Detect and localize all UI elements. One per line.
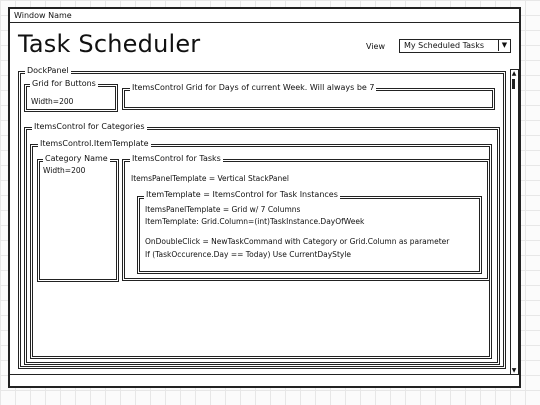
horizontal-scrollbar[interactable] xyxy=(10,374,519,386)
vertical-scrollbar[interactable] xyxy=(510,69,519,376)
grid-for-days-label: ItemsControl Grid for Days of current Week. Will always be 7 xyxy=(132,83,375,92)
scroll-down-icon[interactable]: ▼ xyxy=(511,367,517,374)
items-control-tasks-label: ItemsControl for Tasks xyxy=(132,154,221,163)
grid-for-buttons-label: Grid for Buttons xyxy=(32,79,96,88)
category-name-label: Category Name xyxy=(45,154,108,163)
task-instances-line-2: ItemTemplate: Grid.Column=(int)TaskInstance.DayOfWeek xyxy=(145,217,365,226)
item-template-label: ItemsControl.ItemTemplate xyxy=(40,139,149,148)
title-bar xyxy=(10,9,519,23)
view-select[interactable] xyxy=(399,39,511,53)
dock-panel-label: DockPanel xyxy=(27,66,69,75)
view-label: View xyxy=(366,42,385,51)
task-instances-line-1: ItemsPanelTemplate = Grid w/ 7 Columns xyxy=(145,205,301,214)
chevron-down-icon[interactable]: ▼ xyxy=(498,40,510,51)
view-select-value: My Scheduled Tasks xyxy=(404,41,484,50)
window-name: Window Name xyxy=(14,11,72,20)
category-name-box xyxy=(37,159,119,282)
task-instances-line-3: OnDoubleClick = NewTaskCommand with Category or Grid.Column as parameter xyxy=(145,237,450,246)
scroll-thumb[interactable] xyxy=(512,79,515,89)
category-name-width: Width=200 xyxy=(43,166,86,175)
page-title: Task Scheduler xyxy=(18,30,201,58)
task-instances-line-4: If (TaskOccurence.Day == Today) Use CurrentDayStyle xyxy=(145,250,352,259)
task-instances-label: ItemTemplate = ItemsControl for Task Instances xyxy=(146,190,338,199)
window xyxy=(8,7,521,388)
items-panel-template-text: ItemsPanelTemplate = Vertical StackPanel xyxy=(131,174,289,183)
grid-for-buttons-width: Width=200 xyxy=(31,97,74,106)
items-control-categories-label: ItemsControl for Categories xyxy=(34,122,145,131)
scroll-up-icon[interactable]: ▲ xyxy=(511,70,517,77)
